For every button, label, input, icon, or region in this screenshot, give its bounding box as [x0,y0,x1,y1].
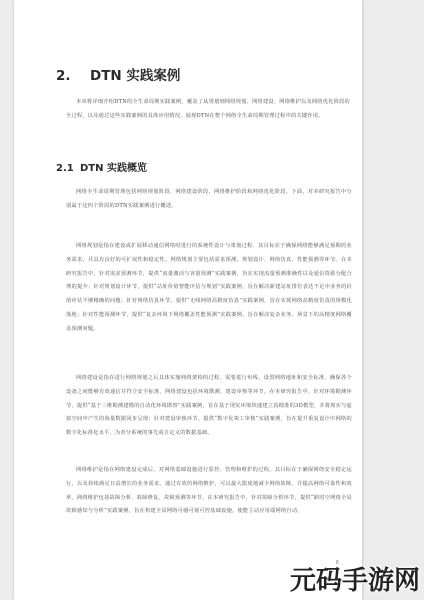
section-number: 2.1 [56,163,74,174]
page-number: 6 [336,560,339,566]
section-title: DTN 实践概览 [80,163,147,174]
paragraph-network-maintenance: 网络维护是指在网络建设完成后，对网络基础设施进行监控、管理和维护的过程。其目标在于确保网络安全稳定运行，以及持续满足日益增长的业务需求。通过有效的网络维护，可以最大限度地减少网络故障，并提高网络可靠性和效率。网络维护包括故障分析、故障修复、故障预测等环节。在本研究报告中，针对故障分析环节，提供“跨时空网络全局故障感知与分析”实践案例，旨在构建全局网络可感可视可控基础设施，使能主动应用端网络自动。 [66,467,352,515]
paragraph-network-planning: 网络规划是指在建设或扩展移动通信网络时进行的系统性设计与策划过程。其目标在于确保网络能够满足预期的业务需求，并具有良好的可扩展性和稳定性。网络规划主要包括需求预测、规划设计、网络仿真、性能预测等环节。在本研究报告中，针对需求预测环节，提供“流量激活与容量预测”实践案例，旨在实现流量预测准确性以及通信资源分配合理的提升；针对规划设计环节，提供“站址价值智能评估与规划”实践案例，旨在解决新建站址排位表达不足中业务的价值评估不够精确的问题；针对网络仿真环节，提供“无线网络高精度仿真”实践案例，旨在实现网络高精度仿真的规模化落地；针对性能预测环节，提供“复杂环境下网络覆盖性能预测”实践案例，旨在解决复杂业务、场景下的高精度网络覆盖预测问题。 [66,243,352,332]
chapter-number: 2. [56,68,71,84]
section-heading [56,159,147,174]
chapter-intro-paragraph: 本章将详细介绍DTN的全生命周期实践案例，覆盖了从规划到网络规划、网络建设、网络维护以及网络优化阶段的全过程，以及通过这些实践案例的具体应用情况，展现DTN在整个网络全生命周期管理过程中的关键作用。 [66,99,350,119]
chapter-title: DTN 实践案例 [90,68,181,84]
chapter-heading [56,64,180,84]
paragraph-overview: 网络全生命周期管理包括网络规划阶段、网络建设阶段、网络维护阶段和网络优化阶段。下面，对本研究报告中分别属于这四个阶段的DTN实践案例进行概述。 [66,189,352,209]
document-page [14,0,362,600]
paragraph-network-construction: 网络建设是指在进行网络规划之后具体实施网络架构的过程，需要进行布线、设置网络地址和安全标准、确保各个设备之间能够有效通信并符合安全标准。网络建设包括环境勘测、建设审核等环节。在本研究报告中，针对环境勘测环节，提供“基于三维勘测建模的自动化环境勘察”实践案例，旨在基于现实环境快速建立真精准的3D模型，并将现实与虚拟空间中产生的海量数据同步呈现；针对建设审核环节，提供“数字化竣工审核”实践案例，旨在提升重复设计中网络的数字化标准化水平，为查分系统的事先或自定义的数据基础。 [66,375,352,437]
site-watermark-logo: 元码手游网 [289,565,420,596]
